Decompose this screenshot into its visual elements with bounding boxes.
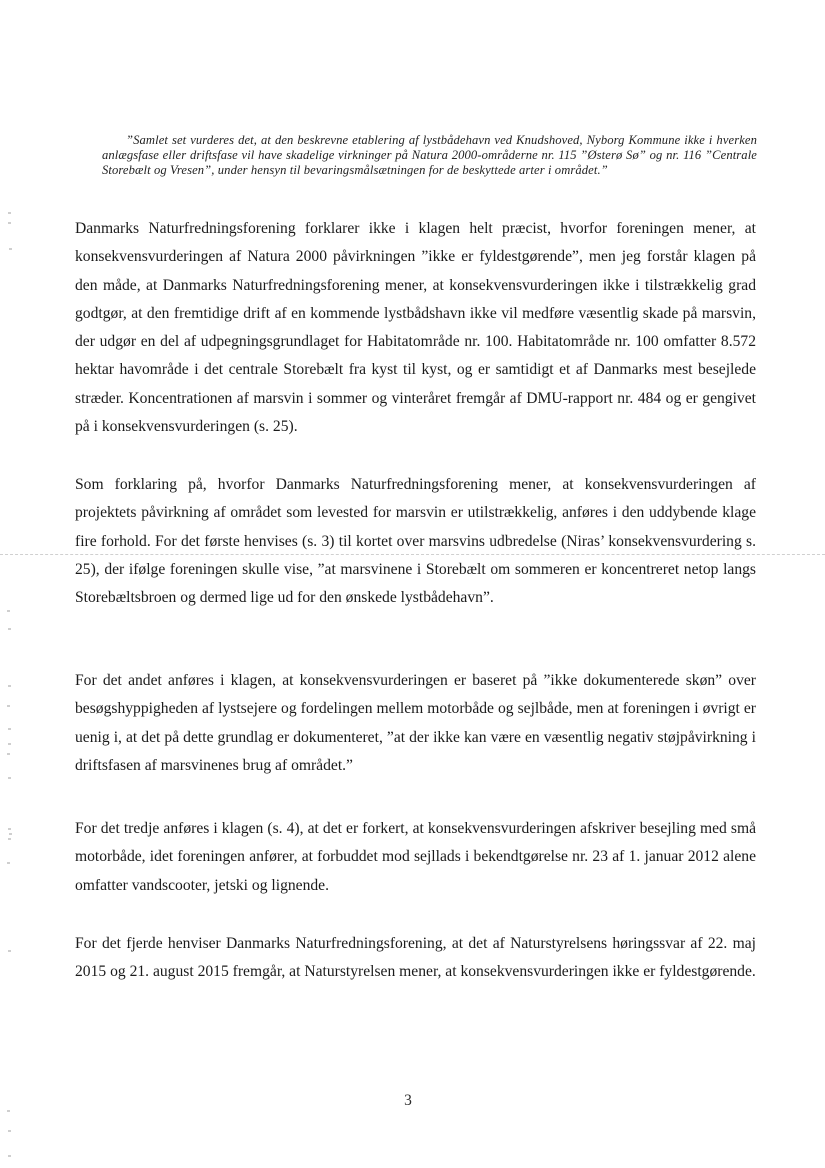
scan-artifact-dot [8, 212, 11, 214]
scan-artifact-dot [8, 828, 11, 830]
paragraph-3: For det andet anføres i klagen, at konsekvensvurderingen er baseret på ”ikke dokumenterede skøn” over besøgshyppigheden af lystsejere og fordelingen mellem motorbåde og sejlbåde, men at foreningen i øvrigt er uenig i, at det på dette grundlag er dokumenteret, ”at der ikke kan være en væsentlig negativ støjpåvirkning i driftsfasen af marsvinenes brug af området.” [75, 672, 756, 774]
scan-artifact-dot [7, 862, 10, 864]
scan-artifact-dot [7, 705, 10, 707]
scan-artifact-dot [8, 1130, 11, 1132]
paragraph-2: Som forklaring på, hvorfor Danmarks Naturfredningsforening mener, at konsekvensvurderingen af projektets påvirkning af området som levested for marsvin er utilstrækkelig, anføres i den uddybende klage fire forhold. For det første henvises (s. 3) til kortet over marsvins udbredelse (Niras’ konsekvensvurdering s. 25), der ifølge foreningen skulle vise, ”at marsvinene i Storebælt om sommeren er koncentreret netop langs Storebæltsbroen og dermed lige ud for den ønskede lystbådehavn”. [75, 476, 756, 607]
block-quote: ”Samlet set vurderes det, at den beskrevne etablering af lystbådehavn ved Knudshoved, Nyborg Kommune ikke i hverken anlægsfase eller driftsfase vil have skadelige virkninger på Natura 2000-områderne nr. 115 ”Østerø Sø” og nr. 116 ”Centrale Storebælt og Vresen”, under hensyn til bevaringsmålsætningen for de beskyttede arter i området.” [102, 133, 757, 178]
scan-artifact-dot [8, 743, 11, 745]
paragraph-5: For det fjerde henviser Danmarks Naturfredningsforening, at det af Naturstyrelsens høringssvar af 22. maj 2015 og 21. august 2015 fremgår, at Naturstyrelsen mener, at konsekvensvurderingen ikke er fyldestgørende. [75, 935, 756, 981]
scan-artifact-dot [7, 610, 10, 612]
scan-artifact-dot [8, 685, 11, 687]
scan-artifact-dot [8, 728, 11, 730]
scan-fold-line [0, 554, 825, 555]
scan-artifact-dot [8, 628, 11, 630]
page-number: 3 [404, 1092, 412, 1109]
scan-artifact-dot [8, 1155, 11, 1157]
scan-artifact-dot [9, 248, 12, 250]
scan-artifact-dot [8, 838, 11, 840]
paragraph-4: For det tredje anføres i klagen (s. 4), at det er forkert, at konsekvensvurderingen afskriver besejling med små motorbåde, idet foreningen anfører, at forbuddet mod sejllads i bekendtgørelse nr. 23 af 1. januar 2012 alene omfatter vandscooter, jetski og lignende. [75, 820, 756, 894]
scan-artifact-dot [9, 833, 12, 835]
scan-artifact-dot [8, 777, 11, 779]
paragraph-1: Danmarks Naturfredningsforening forklarer ikke i klagen helt præcist, hvorfor foreningen mener, at konsekvensvurderingen af Natura 2000 påvirkningen ”ikke er fyldestgørende”, men jeg forstår klagen på den måde, at Danmarks Naturfredningsforening mener, at konsekvensvurderingen ikke i tilstrækkelig grad godtgør, at den fremtidige drift af en kommende lystbådshavn ikke vil medføre væsentlig skade på marsvin, der udgør en del af udpegningsgrundlaget for Habitatområde nr. 100. Habitatområde nr. 100 omfatter 8.572 hektar havområde i det centrale Storebælt fra kyst til kyst, og er samtidigt et af Danmarks mest besejlede stræder. Koncentrationen af marsvin i sommer og vinteråret fremgår af DMU-rapport nr. 484 og er gengivet på i konsekvensvurderingen (s. 25). [75, 220, 756, 436]
scan-artifact-dot [8, 222, 11, 224]
scan-artifact-dot [7, 753, 10, 755]
scan-artifact-dot [8, 950, 11, 952]
scan-artifact-dot [7, 1110, 10, 1112]
